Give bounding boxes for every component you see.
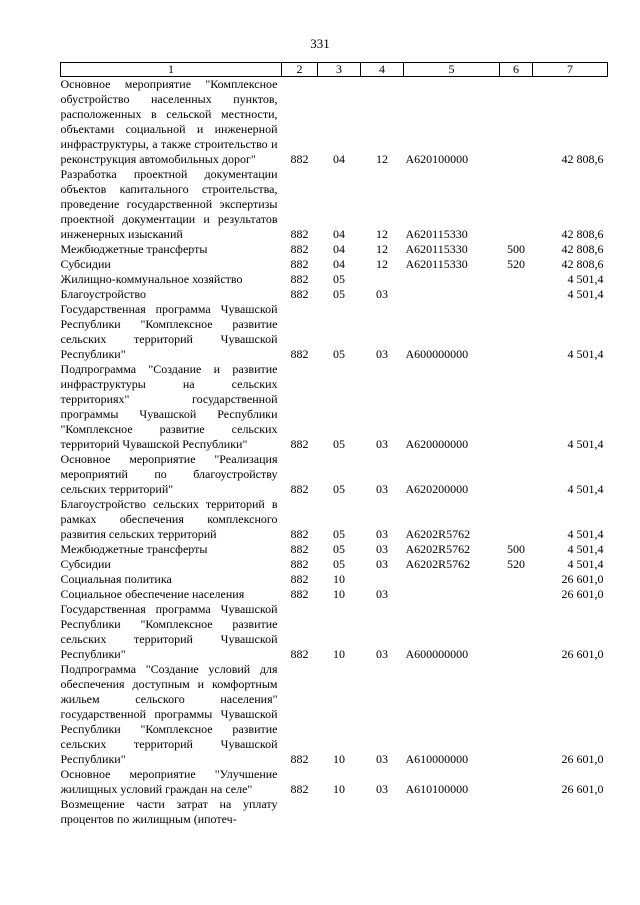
row-amount: 26 601,0 [561,647,604,661]
table-row [61,602,608,662]
row-target-article-code: А610000000 [405,752,469,766]
table-body [61,77,608,828]
row-grbs-code: 882 [290,227,309,241]
row-expense-type-code [500,797,533,827]
budget-table [60,62,608,827]
row-grbs-code [282,797,318,827]
table-row [61,797,608,827]
row-expense-type-code [500,602,533,662]
row-name: Возмещение части затрат на уплату процентов по жилищным (ипотеч- [60,797,278,826]
row-subsection-code: 03 [376,587,388,601]
row-section-code: 10 [333,782,345,796]
page-number: 331 [310,36,330,51]
row-amount: 26 601,0 [561,572,604,586]
row-amount: 4 501,4 [567,287,604,301]
row-expense-type-code [500,362,533,452]
row-expense-type-code: 520 [507,257,525,271]
row-expense-type-code [500,662,533,767]
row-target-article-code [404,572,500,587]
table-row [61,77,608,168]
row-name: Межбюджетные трансферты [60,542,208,556]
row-target-article-code: А6202R5762 [405,527,471,541]
row-section-code: 05 [333,272,345,286]
row-target-article-code: А600000000 [405,647,469,661]
row-expense-type-code [500,497,533,542]
row-name: Основное мероприятие "Улучшение жилищных условий граждан на селе" [60,767,278,796]
row-subsection-code: 03 [376,287,388,301]
row-target-article-code [404,797,500,827]
table-row [61,242,608,257]
row-name: Основное мероприятие "Комплексное обустройство населенных пунктов, расположенных в сельской местности, объектами социальной и инженерной инфраструктуры, а также строительство и реконструкция автомобильных дорог" [60,77,278,166]
row-name: Основное мероприятие "Реализация мероприятий по благоустройству сельских территорий" [60,452,278,496]
row-subsection-code: 03 [376,347,388,361]
row-expense-type-code [500,452,533,497]
row-section-code: 05 [333,287,345,301]
row-name: Государственная программа Чувашской Республики "Комплексное развитие сельских территорий Чувашской Республики" [60,602,278,661]
row-subsection-code [361,572,404,587]
row-section-code: 04 [333,257,345,271]
header-col-6: 6 [500,63,533,77]
row-section-code [318,797,361,827]
row-subsection-code: 03 [376,752,388,766]
row-amount: 26 601,0 [561,752,604,766]
row-amount: 42 808,6 [561,152,604,166]
table-row [61,587,608,602]
row-grbs-code: 882 [290,287,309,301]
row-amount: 4 501,4 [567,527,604,541]
header-col-3: 3 [318,63,361,77]
row-name: Жилищно-коммунальное хозяйство [60,272,243,286]
row-expense-type-code [500,272,533,287]
row-grbs-code: 882 [290,347,309,361]
row-name: Подпрограмма "Создание и развитие инфраструктуры на сельских территориях" государственной программы Чувашской Республики "Комплексное развитие сельских территорий Чувашской Республики" [60,362,278,451]
row-amount: 4 501,4 [567,272,604,286]
row-amount: 4 501,4 [567,437,604,451]
row-name: Социальное обеспечение населения [60,587,245,601]
row-subsection-code: 03 [376,542,388,556]
row-target-article-code: А620100000 [405,152,469,166]
row-expense-type-code [500,572,533,587]
row-name: Государственная программа Чувашской Республики "Комплексное развитие сельских территорий Чувашской Республики" [60,302,278,361]
row-section-code: 04 [333,227,345,241]
row-target-article-code [404,287,500,302]
row-grbs-code: 882 [290,557,309,571]
row-grbs-code: 882 [290,587,309,601]
row-subsection-code: 03 [376,557,388,571]
row-name: Подпрограмма "Создание условий для обеспечения доступным и комфортным жильем сельского населения" государственной программы Чувашской Республики "Комплексное развитие сельских территорий Чувашской Республики" [60,662,278,766]
table-row [61,167,608,242]
row-subsection-code [361,272,404,287]
table-row [61,257,608,272]
header-col-4: 4 [361,63,404,77]
row-amount: 26 601,0 [561,782,604,796]
row-grbs-code: 882 [290,242,309,256]
row-subsection-code: 12 [376,242,388,256]
row-grbs-code: 882 [290,257,309,271]
row-amount: 4 501,4 [567,557,604,571]
row-grbs-code: 882 [290,152,309,166]
row-subsection-code: 12 [376,257,388,271]
row-expense-type-code [500,77,533,168]
row-target-article-code: А620115330 [405,257,468,271]
header-col-2: 2 [282,63,318,77]
row-expense-type-code [500,587,533,602]
row-expense-type-code [500,287,533,302]
row-amount: 42 808,6 [561,257,604,271]
table-row [61,362,608,452]
row-section-code: 10 [333,647,345,661]
row-name: Субсидии [60,257,111,271]
row-expense-type-code: 520 [507,557,525,571]
table-row [61,497,608,542]
row-grbs-code: 882 [290,572,309,586]
row-section-code: 05 [333,557,345,571]
row-subsection-code: 03 [376,482,388,496]
row-subsection-code [361,797,404,827]
row-grbs-code: 882 [290,482,309,496]
row-expense-type-code: 500 [507,242,525,256]
table-header-row [61,63,608,77]
row-amount: 26 601,0 [561,587,604,601]
table-row [61,662,608,767]
row-grbs-code: 882 [290,647,309,661]
row-amount [533,797,608,827]
table-row [61,572,608,587]
row-name: Разработка проектной документации объектов капитального строительства, проведение государственной экспертизы проектной документации и результатов инженерных изысканий [60,167,278,241]
row-target-article-code: А620115330 [405,242,468,256]
row-section-code: 05 [333,527,345,541]
row-target-article-code: А6202R5762 [405,557,471,571]
row-target-article-code: А620000000 [405,437,469,451]
row-section-code: 10 [333,752,345,766]
row-section-code: 10 [333,587,345,601]
header-col-7: 7 [533,63,608,77]
table-row [61,767,608,797]
row-amount: 4 501,4 [567,482,604,496]
row-target-article-code: А620200000 [405,482,469,496]
row-section-code: 04 [333,242,345,256]
table-row [61,272,608,287]
row-subsection-code: 03 [376,647,388,661]
row-subsection-code: 03 [376,782,388,796]
table-row [61,287,608,302]
row-subsection-code: 03 [376,527,388,541]
row-subsection-code: 12 [376,152,388,166]
table-row [61,542,608,557]
table-row [61,302,608,362]
row-amount: 42 808,6 [561,242,604,256]
row-section-code: 10 [333,572,345,586]
row-amount: 4 501,4 [567,542,604,556]
row-expense-type-code [500,167,533,242]
row-section-code: 05 [333,542,345,556]
header-col-5: 5 [404,63,500,77]
row-amount: 42 808,6 [561,227,604,241]
row-section-code: 04 [333,152,345,166]
row-target-article-code: А6202R5762 [405,542,471,556]
row-name: Благоустройство [60,287,147,301]
row-section-code: 05 [333,347,345,361]
table-row [61,557,608,572]
row-grbs-code: 882 [290,752,309,766]
row-target-article-code: А610100000 [405,782,469,796]
table-row [61,452,608,497]
row-target-article-code: А600000000 [405,347,469,361]
row-target-article-code: А620115330 [405,227,468,241]
row-name: Межбюджетные трансферты [60,242,208,256]
row-expense-type-code [500,302,533,362]
header-col-1: 1 [61,63,282,77]
row-section-code: 05 [333,482,345,496]
row-grbs-code: 882 [290,782,309,796]
row-section-code: 05 [333,437,345,451]
row-name: Социальная политика [60,572,172,586]
row-amount: 4 501,4 [567,347,604,361]
row-target-article-code [404,587,500,602]
row-grbs-code: 882 [290,437,309,451]
row-name: Субсидии [60,557,111,571]
row-grbs-code: 882 [290,527,309,541]
row-subsection-code: 12 [376,227,388,241]
row-name: Благоустройство сельских территорий в рамках обеспечения комплексного развития сельских территорий [60,497,278,541]
row-expense-type-code [500,767,533,797]
row-expense-type-code: 500 [507,542,525,556]
row-subsection-code: 03 [376,437,388,451]
row-target-article-code [404,272,500,287]
row-grbs-code: 882 [290,272,309,286]
row-grbs-code: 882 [290,542,309,556]
